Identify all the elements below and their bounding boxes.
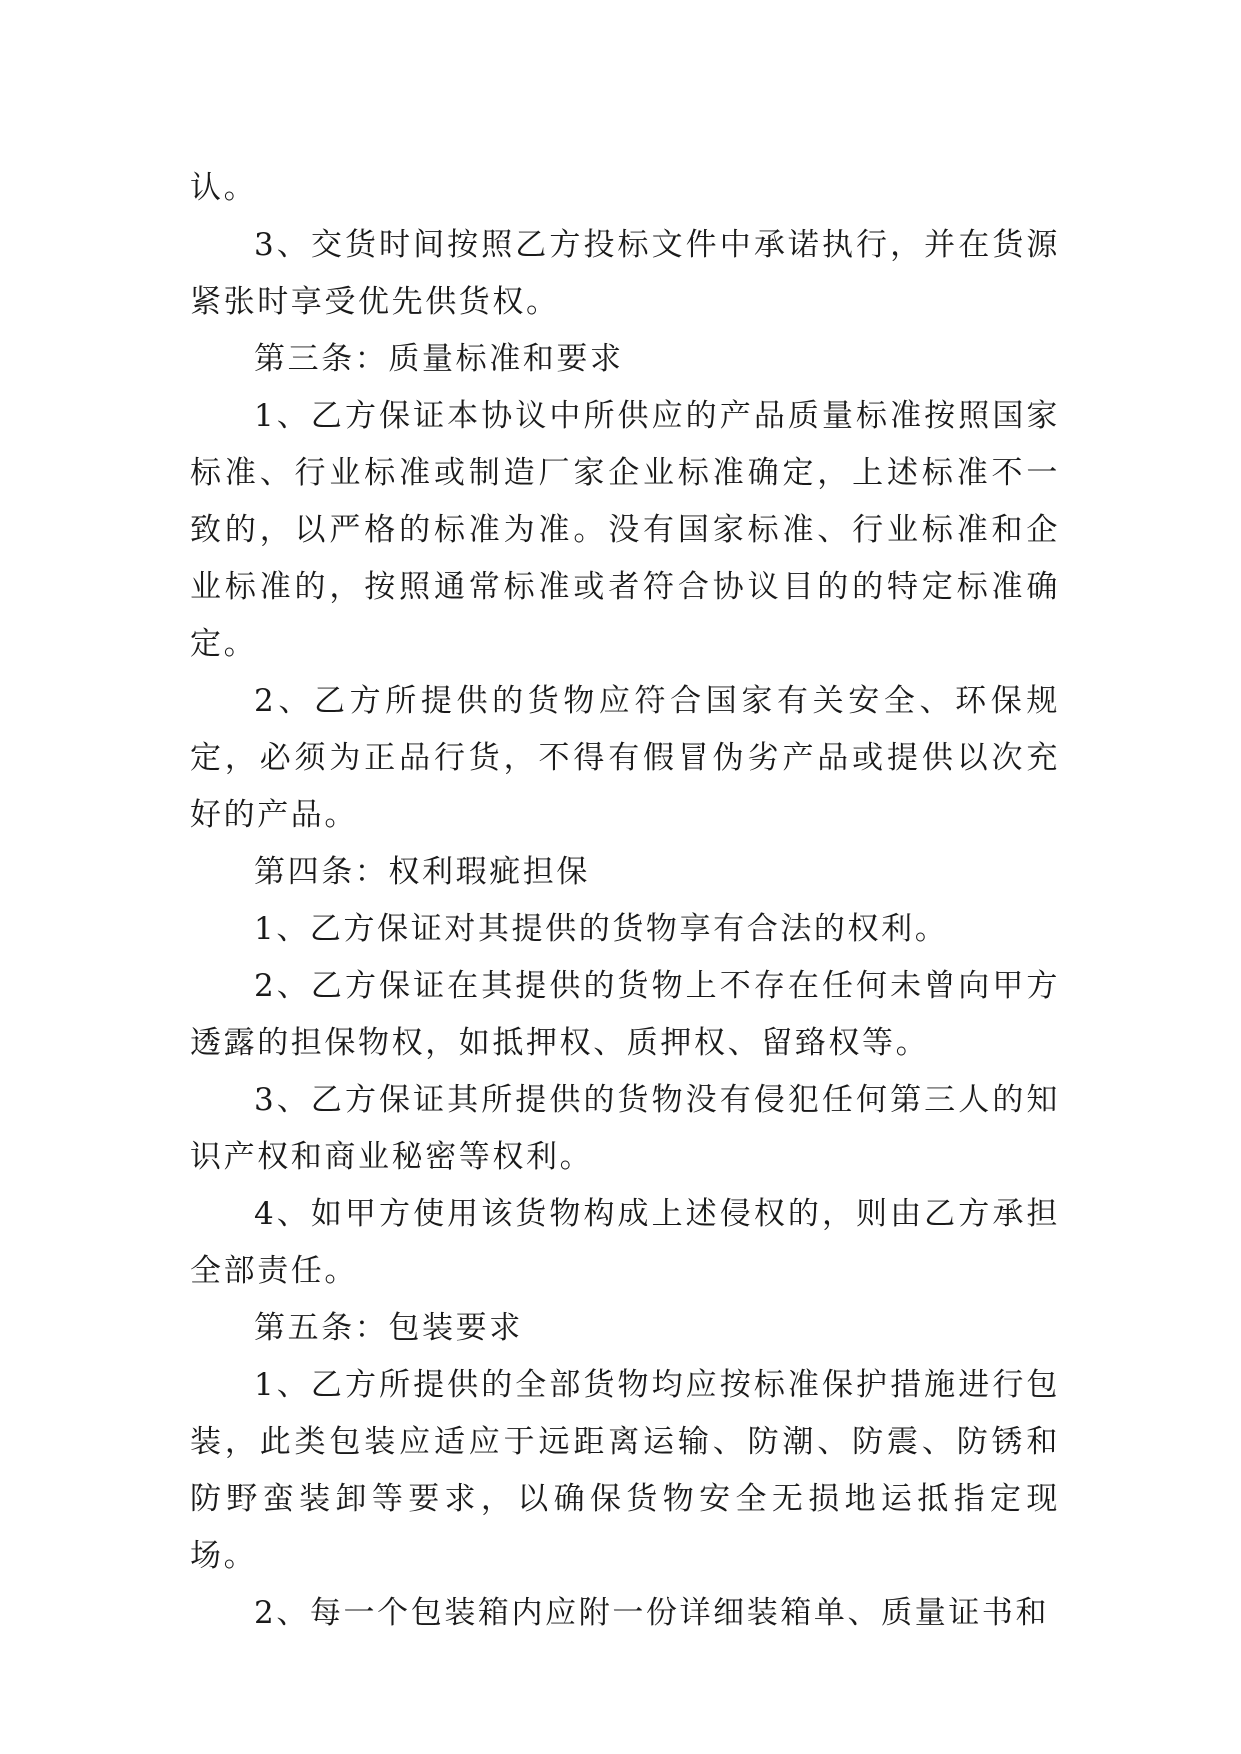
section-heading-article-4: 第四条：权利瑕疵担保 <box>254 854 590 890</box>
paragraph-packing-list: 2、每一个包装箱内应附一份详细装箱单、质量证书和 <box>254 1595 1050 1631</box>
paragraph-infringement-liability: 4、如甲方使用该货物构成上述侵权的，则由乙方承担全部责任。 <box>190 1196 1060 1289</box>
paragraph-no-security-interest: 2、乙方保证在其提供的货物上不存在任何未曾向甲方透露的担保物权，如抵押权、质押权、留臵权等。 <box>190 968 1060 1061</box>
section-heading-article-3: 第三条：质量标准和要求 <box>254 341 624 377</box>
paragraph-continuation: 认。 <box>190 170 258 206</box>
paragraph-delivery-time: 3、交货时间按照乙方投标文件中承诺执行，并在货源紧张时享受优先供货权。 <box>190 227 1060 320</box>
paragraph-packaging-standard: 1、乙方所提供的全部货物均应按标准保护措施进行包装，此类包装应适应于远距离运输、防潮、防震、防锈和防野蛮装卸等要求，以确保货物安全无损地运抵指定现场。 <box>190 1367 1060 1574</box>
paragraph-safety-compliance: 2、乙方所提供的货物应符合国家有关安全、环保规定，必须为正品行货，不得有假冒伪劣产品或提供以次充好的产品。 <box>190 683 1060 833</box>
document-body <box>190 160 1060 1642</box>
paragraph-lawful-rights: 1、乙方保证对其提供的货物享有合法的权利。 <box>254 911 949 947</box>
paragraph-no-ip-infringement: 3、乙方保证其所提供的货物没有侵犯任何第三人的知识产权和商业秘密等权利。 <box>190 1082 1060 1175</box>
paragraph-quality-standard: 1、乙方保证本协议中所供应的产品质量标准按照国家标准、行业标准或制造厂家企业标准确定，上述标准不一致的，以严格的标准为准。没有国家标准、行业标准和企业标准的，按照通常标准或者符合协议目的的特定标准确定。 <box>190 398 1060 662</box>
section-heading-article-5: 第五条：包装要求 <box>254 1310 523 1346</box>
